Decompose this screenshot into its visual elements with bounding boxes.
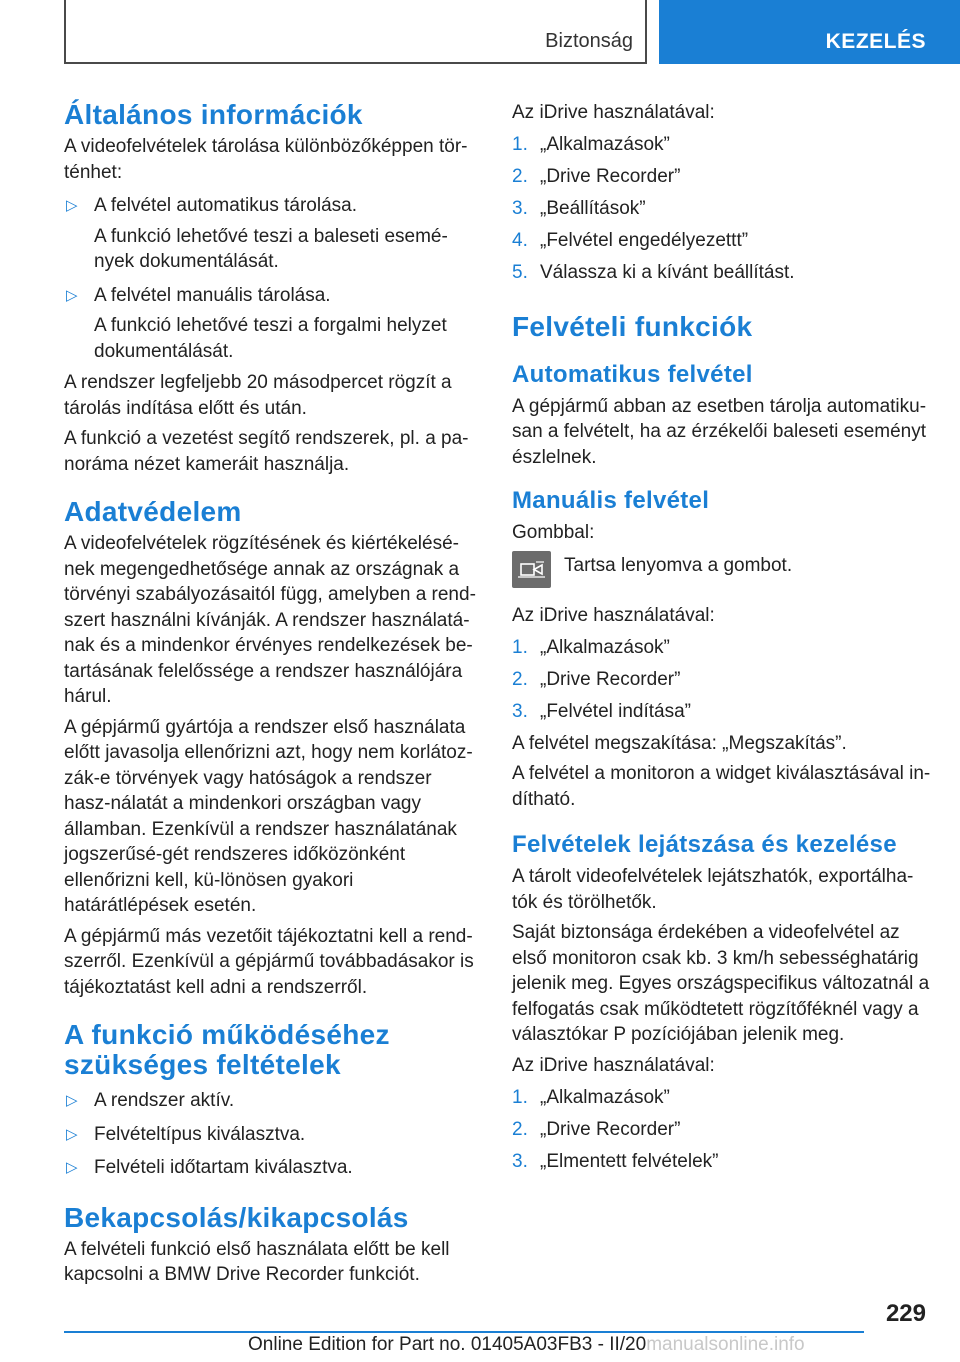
paragraph: A felvételi funkció első használata előtt be kell kapcsolni a BMW Drive Recorder funkciót.	[64, 1238, 450, 1285]
paragraph: Az iDrive használatával:	[512, 1054, 715, 1076]
paragraph: A gépjármű más vezetőit tájékoztatni kell a rend-szerről. Ezenkívül a gépjármű továbbadásakor is tájékoztatást kell adni a rendszerről.	[64, 925, 474, 998]
steps-list	[512, 635, 932, 725]
list-item: 5. Válassza ki a kívánt beállítást.	[512, 262, 795, 283]
triangle-right-outline-icon: ▷	[66, 1159, 78, 1176]
paragraph: A rendszer legfeljebb 20 másodpercet rögzít a tárolás indítása előtt és után.	[64, 372, 452, 419]
steps-list	[512, 1085, 932, 1175]
list-item: 3. „Felvétel indítása”	[512, 700, 692, 722]
paragraph: Az iDrive használatával:	[512, 102, 715, 123]
section-title: Biztonság	[545, 30, 633, 52]
bullet-text: Felvételtípus kiválasztva.	[94, 1123, 306, 1145]
bullet-description: A funkció lehetővé teszi a forgalmi helyzet dokumentálását.	[94, 315, 447, 362]
paragraph: Gombbal:	[512, 522, 595, 543]
heading-general-info: Általános információk	[64, 99, 363, 130]
header-section-box	[64, 0, 647, 64]
bullet-text: A rendszer aktív.	[94, 1090, 235, 1111]
bullet-item	[64, 1122, 482, 1148]
paragraph: Saját biztonsága érdekében a videofelvétel az első monitoron csak kb. 3 km/h sebességhatárig jelenik meg. Egyes országspecifikus változatnál a felfogatás csak működtetett rögzítőféknél vagy a választókar P pozíciójában jelenik meg.	[512, 922, 930, 1045]
list-item: 2. „Drive Recorder”	[512, 668, 681, 690]
bullet-text: A felvétel automatikus tárolása.	[94, 195, 357, 216]
triangle-right-outline-icon: ▷	[66, 1092, 78, 1109]
heading-auto-recording: Automatikus felvétel	[512, 360, 753, 388]
heading-recording-functions: Felvételi funkciók	[512, 310, 753, 342]
bullet-text: Felvételi időtartam kiválasztva.	[94, 1157, 353, 1178]
bullet-description: A funkció lehetővé teszi a baleseti esemé-nyek dokumentálását.	[94, 225, 448, 272]
heading-playback: Felvételek lejátszása és kezelése	[512, 831, 897, 858]
bullet-text: A felvétel manuális tárolása.	[94, 284, 331, 306]
triangle-right-outline-icon: ▷	[66, 1125, 78, 1143]
paragraph: A videofelvételek rögzítésének és kiértékelésé-nek megengedhetősége annak az országnak a törvényi szabályozásaitól függ, amelyben a rend-szert használni kívánják. A rendszer használatá-nak és a mindenkor érvényes rendelkezések be-tartásának felelőssége a rendszer használójára hárul.	[64, 533, 476, 707]
paragraph: A felvétel a monitoron a widget kiválasztásával in-dítható.	[512, 763, 931, 810]
edition-text: Online Edition for Part no. 01405A03FB3 - II/20	[248, 1334, 647, 1355]
paragraph: A tárolt videofelvételek lejátszhatók, exportálha-tók és törölhetők.	[512, 866, 914, 913]
list-item: 3. „Elmentett felvételek”	[512, 1150, 719, 1172]
heading-manual-recording: Manuális felvétel	[512, 487, 710, 514]
right-column	[512, 100, 932, 1181]
paragraph: A gépjármű abban az esetben tárolja automatiku-san a felvételt, ha az érzékelői baleseti eseményt észlelnek.	[512, 395, 927, 468]
heading-requirements: A funkció működéséhez szükséges feltételek	[64, 1019, 390, 1080]
footer-edition	[248, 1334, 805, 1356]
list-item: 2. „Drive Recorder”	[512, 1118, 681, 1140]
list-item: 4. „Felvétel engedélyezettt”	[512, 230, 749, 251]
bullet-item	[64, 1088, 482, 1114]
list-item: 2. „Drive Recorder”	[512, 166, 681, 187]
list-item: 1. „Alkalmazások”	[512, 134, 670, 155]
button-instruction	[512, 551, 932, 595]
bullet-item	[64, 283, 482, 309]
paragraph: A funkció a vezetést segítő rendszerek, pl. a pa-noráma nézet kameráit használja.	[64, 428, 469, 475]
triangle-right-outline-icon: ▷	[66, 197, 78, 214]
steps-list	[512, 132, 932, 286]
paragraph: A videofelvételek tárolása különbözőképpen tör-ténhet:	[64, 136, 468, 183]
list-item: 1. „Alkalmazások”	[512, 636, 670, 658]
triangle-right-outline-icon: ▷	[66, 286, 78, 304]
paragraph: A gépjármű gyártója a rendszer első használata előtt javasolja ellenőrizni azt, hogy nem korlátoz-zák-e törvények vagy hatóságok a rendszer hasz-nálatát a mindenkori országban vagy államban. Ezenkívül a rendszer használatának jogszerűsé-gét rendszeres időközönként ellenőrizni kell, kü-lönösen gyakori határátlépések esetén.	[64, 716, 473, 916]
footer-divider	[64, 1331, 864, 1333]
page-number: 229	[885, 1300, 926, 1327]
header-chapter-box	[659, 0, 960, 64]
watermark-text: manualsonline.info	[646, 1334, 805, 1355]
chapter-title: KEZELÉS	[825, 30, 926, 53]
list-item: 3. „Beállítások”	[512, 198, 646, 219]
record-button-icon	[512, 551, 551, 588]
paragraph: Tartsa lenyomva a gombot.	[564, 554, 793, 576]
paragraph: Az iDrive használatával:	[512, 604, 715, 626]
paragraph: A felvétel megszakítása: „Megszakítás”.	[512, 732, 847, 754]
bullet-item	[64, 193, 482, 219]
left-column	[64, 100, 482, 1293]
heading-on-off: Bekapcsolás/kikapcsolás	[64, 1201, 409, 1233]
bullet-item	[64, 1155, 482, 1181]
list-item: 1. „Alkalmazások”	[512, 1086, 670, 1108]
heading-privacy: Adatvédelem	[64, 496, 242, 527]
